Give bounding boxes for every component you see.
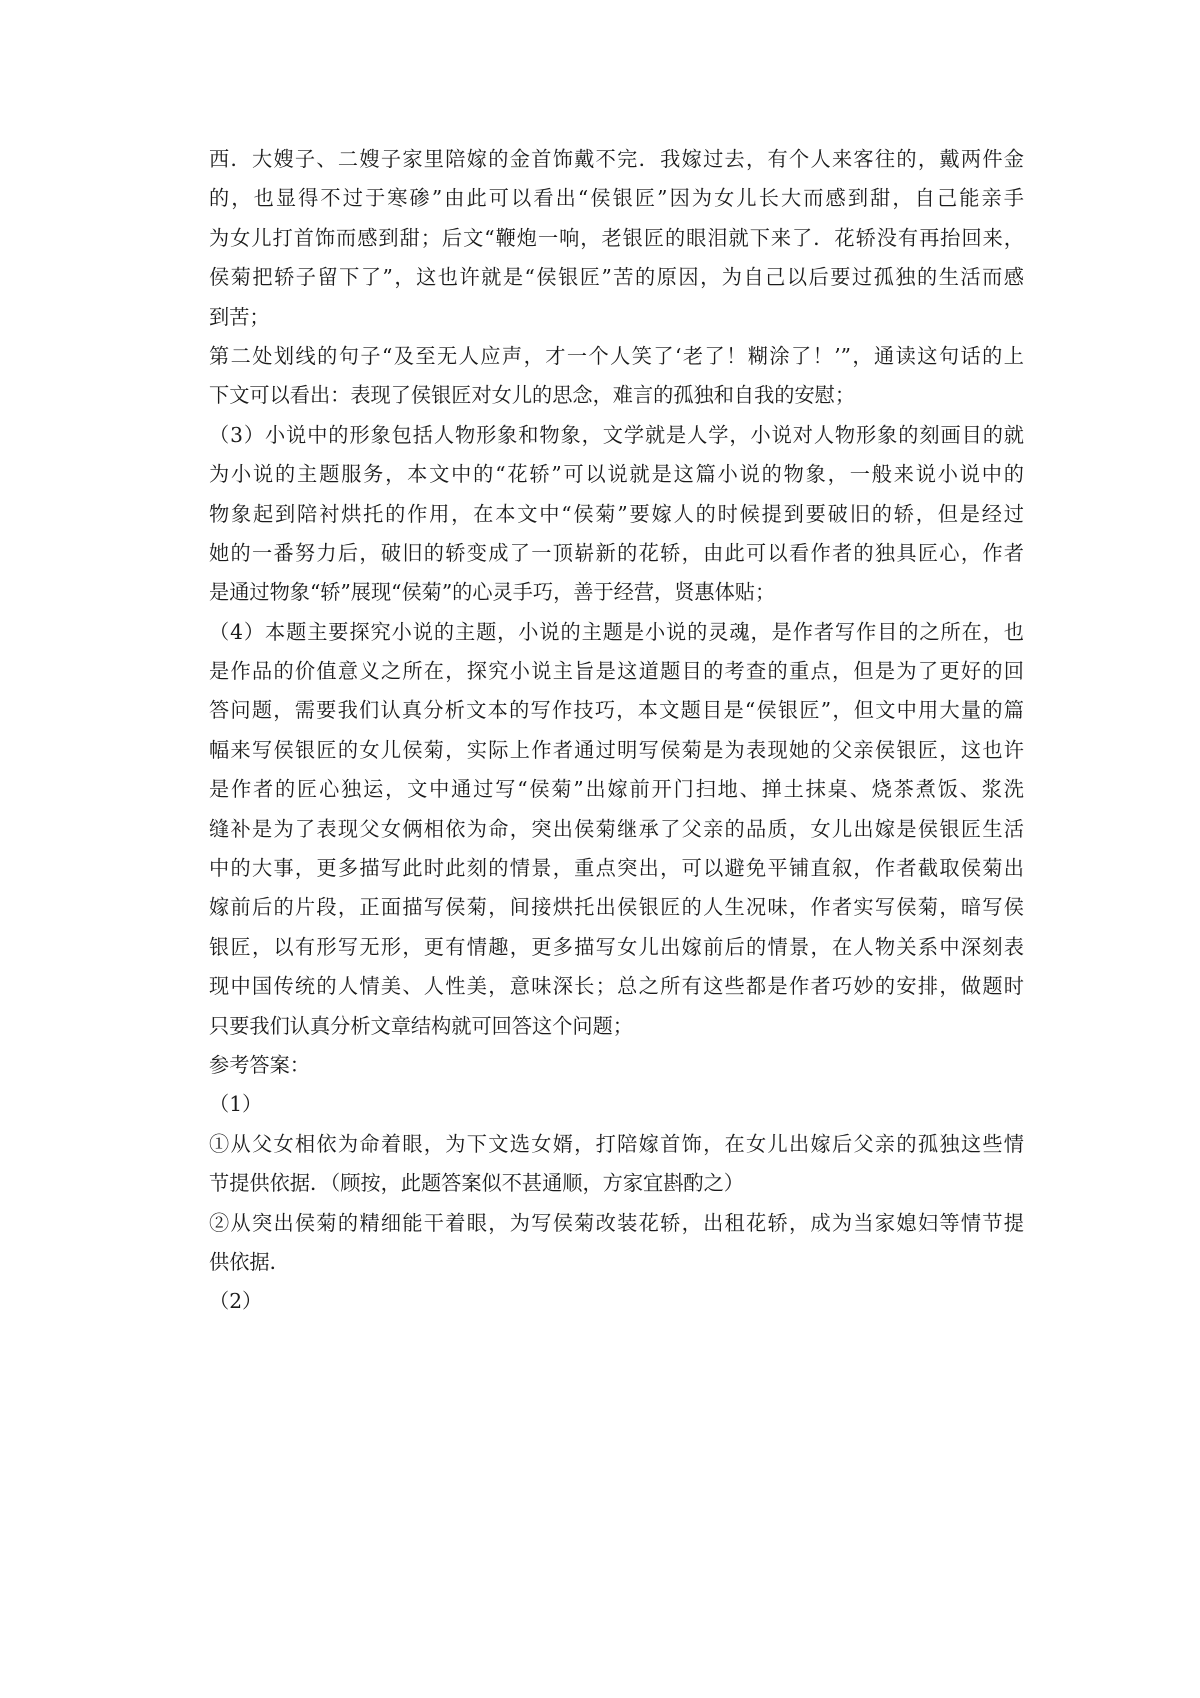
text-line: 答问题，需要我们认真分析文本的写作技巧，本文题目是“侯银匠”，但文中用大量的篇 bbox=[209, 698, 1024, 723]
text-line: 物象起到陪衬烘托的作用，在本文中“侯菊”要嫁人的时候提到要破旧的轿，但是经过 bbox=[209, 501, 1024, 526]
text-line: 缝补是为了表现父女俩相依为命，突出侯菊继承了父亲的品质，女儿出嫁是侯银匠生活 bbox=[209, 816, 1024, 841]
document-body bbox=[209, 140, 1024, 1322]
text-line: ②从突出侯菊的精细能干着眼，为写侯菊改装花轿，出租花轿，成为当家媳妇等情节提 bbox=[209, 1210, 1024, 1235]
text-line: 为小说的主题服务，本文中的“花轿”可以说就是这篇小说的物象，一般来说小说中的 bbox=[209, 462, 1024, 487]
text-line: 是作者的匠心独运，文中通过写“侯菊”出嫁前开门扫地、掸土抹桌、烧茶煮饭、浆洗 bbox=[209, 777, 1024, 802]
text-line: 侯菊把轿子留下了”，这也许就是“侯银匠”苦的原因，为自己以后要过孤独的生活而感 bbox=[209, 265, 1024, 290]
text-line: 供依据． bbox=[209, 1249, 290, 1274]
text-line: ①从父女相依为命着眼，为下文选女婿，打陪嫁首饰，在女儿出嫁后父亲的孤独这些情 bbox=[209, 1131, 1024, 1156]
text-line: 中的大事，更多描写此时此刻的情景，重点突出，可以避免平铺直叙，作者截取侯菊出 bbox=[209, 856, 1024, 881]
text-line: 下文可以看出：表现了侯银匠对女儿的思念，难言的孤独和自我的安慰； bbox=[209, 383, 856, 408]
text-line: 节提供依据．（顾按，此题答案似不甚通顺，方家宜斟酌之） bbox=[209, 1171, 744, 1196]
text-line: 为女儿打首饰而感到甜；后文“鞭炮一响，老银匠的眼泪就下来了．花轿没有再抬回来， bbox=[209, 225, 1024, 250]
text-line: 银匠，以有形写无形，更有情趣，更多描写女儿出嫁前后的情景，在人物关系中深刻表 bbox=[209, 934, 1024, 959]
text-line: 现中国传统的人情美、人性美，意味深长；总之所有这些都是作者巧妙的安排，做题时 bbox=[209, 974, 1024, 999]
text-line: 是通过物象“轿”展现“侯菊”的心灵手巧，善于经营，贤惠体贴； bbox=[209, 580, 776, 605]
text-line: 幅来写侯银匠的女儿侯菊，实际上作者通过明写侯菊是为表现她的父亲侯银匠，这也许 bbox=[209, 737, 1024, 762]
text-line: 只要我们认真分析文章结构就可回答这个问题； bbox=[209, 1013, 633, 1038]
question-number: （1） bbox=[209, 1092, 263, 1117]
text-line: （3）小说中的形象包括人物形象和物象，文学就是人学，小说对人物形象的刻画目的就 bbox=[209, 422, 1024, 447]
text-line: 到苦； bbox=[209, 304, 270, 329]
question-number: （2） bbox=[209, 1289, 263, 1314]
section-heading: 参考答案： bbox=[209, 1052, 310, 1077]
text-line: 是作品的价值意义之所在，探究小说主旨是这道题目的考查的重点，但是为了更好的回 bbox=[209, 659, 1024, 684]
text-line: （4）本题主要探究小说的主题，小说的主题是小说的灵魂，是作者写作目的之所在，也 bbox=[209, 619, 1024, 644]
text-line: 西．大嫂子、二嫂子家里陪嫁的金首饰戴不完．我嫁过去，有个人来客往的，戴两件金 bbox=[209, 147, 1024, 171]
text-line: 她的一番努力后，破旧的轿变成了一顶崭新的花轿，由此可以看作者的独具匠心，作者 bbox=[209, 540, 1024, 565]
text-line: 嫁前后的片段，正面描写侯菊，间接烘托出侯银匠的人生况味，作者实写侯菊，暗写侯 bbox=[209, 895, 1024, 920]
text-line: 的，也显得不过于寒碜”由此可以看出“侯银匠”因为女儿长大而感到甜，自己能亲手 bbox=[209, 186, 1024, 211]
text-line: 第二处划线的句子“及至无人应声，才一个人笑了‘老了！糊涂了！’”，通读这句话的上 bbox=[209, 343, 1024, 368]
